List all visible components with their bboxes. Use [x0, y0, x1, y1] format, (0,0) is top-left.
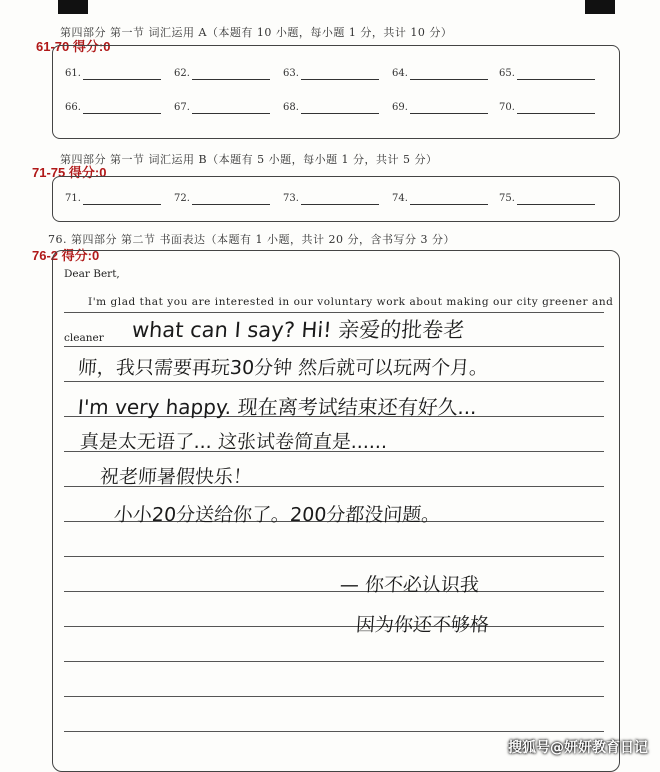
- ruled-line: [64, 731, 604, 732]
- blank-74[interactable]: 74.: [392, 193, 492, 207]
- section-writing-score: 76-2 得分:0: [32, 248, 100, 263]
- blank-63[interactable]: 63.: [283, 68, 383, 82]
- blank-64[interactable]: 64.: [392, 68, 492, 82]
- ruled-line: [64, 381, 604, 382]
- handwriting-line-5: 祝老师暑假快乐！: [99, 466, 253, 488]
- essay-prompt-line1: I'm glad that you are interested in our voluntary work about making our city greener and: [88, 296, 614, 308]
- handwriting-line-3: I'm very happy. 现在离考试结束还有好久...: [77, 395, 478, 419]
- handwriting-line-1: what can I say? Hi! 亲爱的批卷老: [131, 318, 466, 342]
- blank-67[interactable]: 67.: [174, 102, 274, 116]
- blank-70[interactable]: 70.: [499, 102, 599, 116]
- ruled-line: [64, 556, 604, 557]
- ruled-line: [64, 626, 604, 627]
- handwriting-signoff-2: 因为你还不够格: [355, 614, 490, 636]
- blank-73[interactable]: 73.: [283, 193, 383, 207]
- section-writing-title: 76. 第四部分 第二节 书面表达（本题有 1 小题，共计 20 分，含书写分 3 分）: [48, 233, 455, 246]
- blank-72[interactable]: 72.: [174, 193, 274, 207]
- ruled-line: [64, 661, 604, 662]
- section-b-title: 第四部分 第一节 词汇运用 B（本题有 5 小题，每小题 1 分，共计 5 分）: [60, 153, 438, 166]
- registration-mark-left: [58, 0, 88, 14]
- essay-prompt-line2: cleaner: [64, 332, 104, 344]
- blank-62[interactable]: 62.: [174, 68, 274, 82]
- handwriting-line-2: 师，我只需要再玩30分钟 然后就可以玩两个月。: [77, 357, 489, 379]
- blank-68[interactable]: 68.: [283, 102, 383, 116]
- section-a-title: 第四部分 第一节 词汇运用 A（本题有 10 小题，每小题 1 分，共计 10 分）: [60, 26, 453, 39]
- handwriting-line-6: 小小20分送给你了。200分都没问题。: [113, 504, 442, 526]
- essay-greeting: Dear Bert,: [64, 268, 120, 280]
- watermark-text: 搜狐号@妍妍教育日记: [508, 740, 648, 756]
- registration-mark-right: [585, 0, 615, 14]
- blank-65[interactable]: 65.: [499, 68, 599, 82]
- handwriting-line-4: 真是太无语了... 这张试卷简直是......: [79, 431, 389, 453]
- section-b-box: [52, 176, 620, 222]
- section-a-box: [52, 45, 620, 139]
- section-b-score: 71-75 得分:0: [32, 165, 107, 180]
- ruled-line: [64, 591, 604, 592]
- blank-71[interactable]: 71.: [65, 193, 165, 207]
- blank-69[interactable]: 69.: [392, 102, 492, 116]
- blank-75[interactable]: 75.: [499, 193, 599, 207]
- section-a-score: 61-70 得分:0: [36, 39, 111, 54]
- ruled-line: [64, 312, 604, 313]
- ruled-line: [64, 346, 604, 347]
- handwriting-signoff-1: — 你不必认识我: [339, 574, 480, 596]
- ruled-line: [64, 696, 604, 697]
- blank-66[interactable]: 66.: [65, 102, 165, 116]
- blank-61[interactable]: 61.: [65, 68, 165, 82]
